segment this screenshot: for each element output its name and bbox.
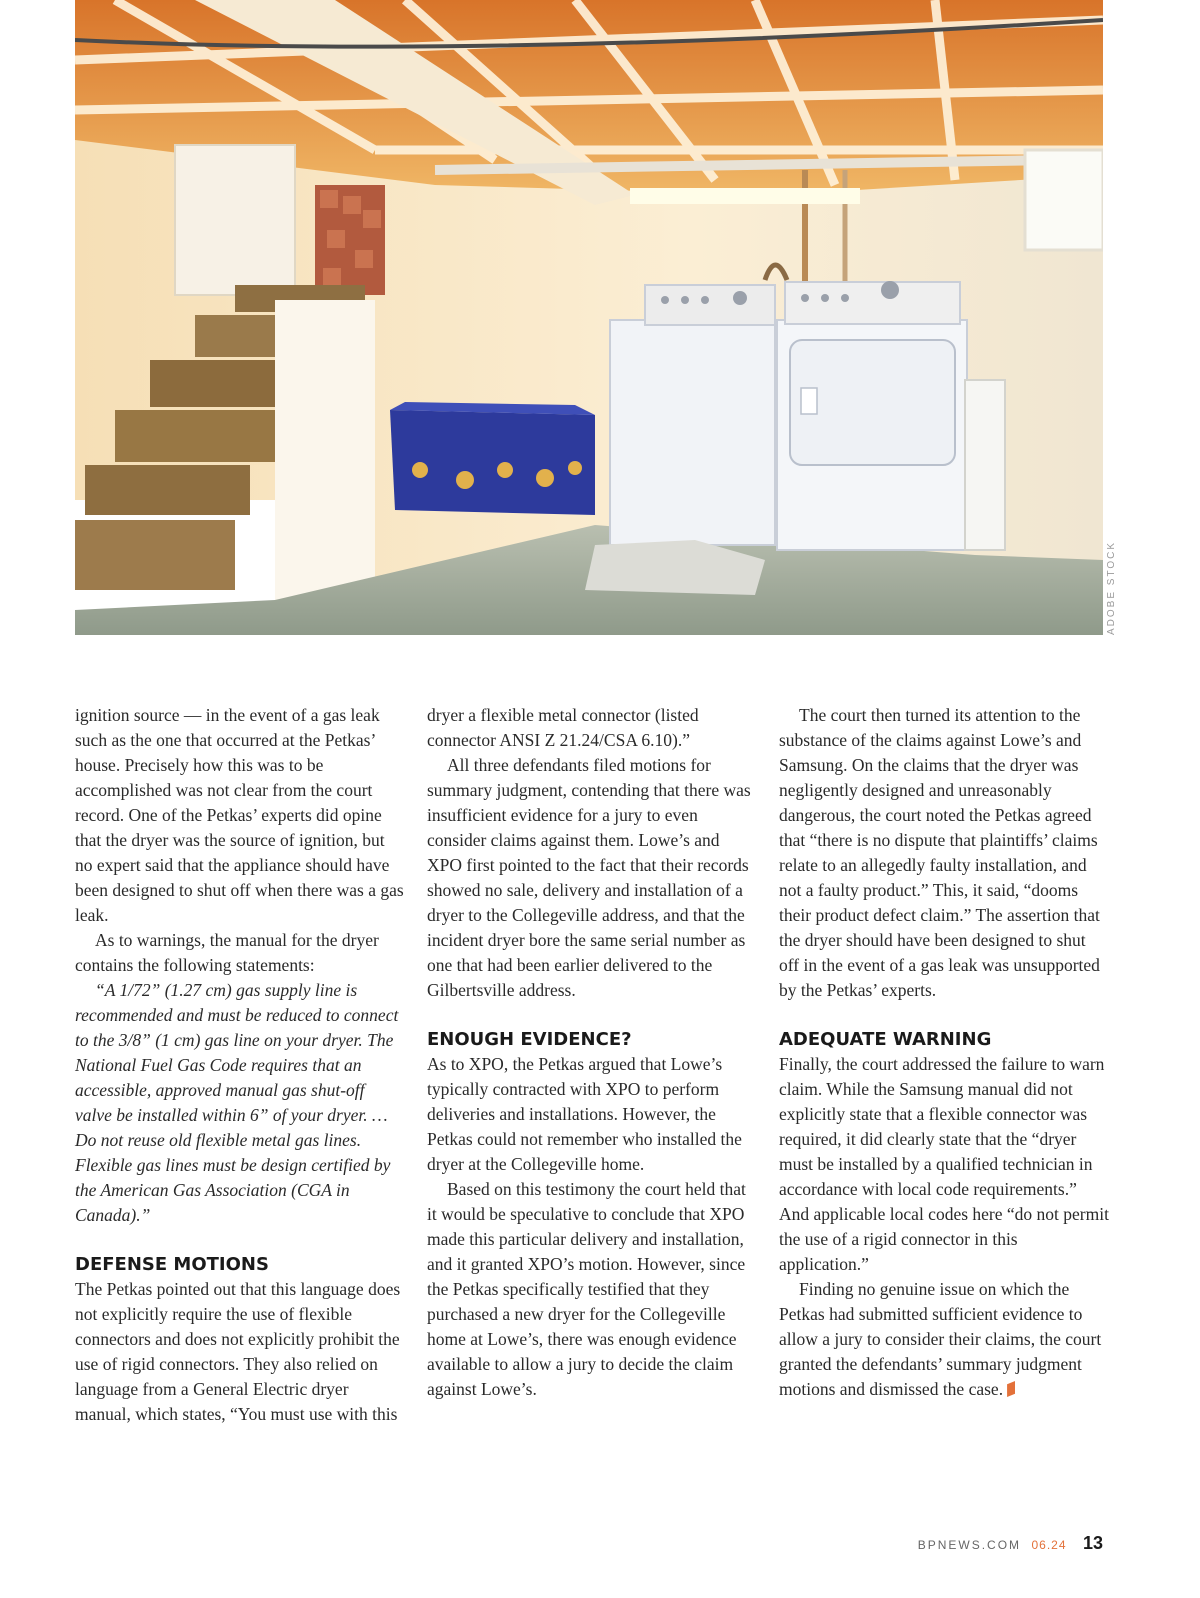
- paragraph: ignition source — in the event of a gas leak such as the one that occurred at the Petkas’ house. Precisely how this was to be accomplished was not clear from the court record. One of the Petkas’ experts did opine that the dryer was the source of ignition, but no expert said that the appliance should have been designed to shut off when there was a gas leak.: [75, 705, 404, 925]
- page-number: 13: [1082, 1533, 1103, 1553]
- article-column-3: [779, 703, 1109, 1402]
- final-text: Finding no genuine issue on which the Petkas had submitted sufficient evidence to allow a jury to consider their claims, the court granted the defendants’ summary judgment motions and dismissed the case.: [779, 1279, 1102, 1399]
- issue-date: 06.24: [1031, 1538, 1067, 1552]
- paragraph: Finally, the court addressed the failure to warn claim. While the Samsung manual did not explicitly state that a flexible connector was required, it did clearly state that the “dryer must be installed by a qualified technician in accordance with local code requirements.” And applicable local codes here “do not permit the use of a rigid connector in this application.”: [779, 1054, 1109, 1274]
- paragraph: As to warnings, the manual for the dryer contains the following statements:: [75, 930, 379, 975]
- manual-quote: “A 1/72” (1.27 cm) gas supply line is recommended and must be reduced to connect to the 3/8” (1 cm) gas line on your dryer. The National Fuel Gas Code requires that an accessible, approved manual gas shut-off valve be installed within 6” of your dryer. … Do not reuse old flexible metal gas lines. Flexible gas lines must be design certified by the American Gas Association (CGA in Canada).”: [75, 980, 399, 1225]
- page-footer: [918, 1533, 1103, 1554]
- paragraph: The court then turned its attention to the substance of the claims against Lowe’s and Samsung. On the claims that the dryer was negligently designed and unreasonably dangerous, the court noted the Petkas agreed that “there is no dispute that plaintiffs’ claims relate to an allegedly faulty installation, and not a faulty product.” This, it said, “dooms their product defect claim.” The assertion that the dryer should have been designed to shut off in the event of a gas leak was unsupported by the Petkas’ experts.: [779, 705, 1100, 1000]
- paragraph: dryer a flexible metal connector (listed connector ANSI Z 21.24/CSA 6.10).”: [427, 705, 699, 750]
- paragraph: All three defendants filed motions for summary judgment, contending that there was insufficient evidence for a jury to even consider claims against them. Lowe’s and XPO first pointed to the fact that their records showed no sale, delivery and installation of a dryer to the Collegeville address, and that the incident dryer bore the same serial number as one that had been earlier delivered to the Gilbertsville address.: [427, 755, 751, 1000]
- paragraph-final: [779, 1277, 1109, 1402]
- photo-illustration: [75, 0, 1103, 635]
- photo-credit: ADOBE STOCK: [1106, 540, 1117, 635]
- paragraph: As to XPO, the Petkas argued that Lowe’s typically contracted with XPO to perform deliveries and installations. However, the Petkas could not remember who installed the dryer at the Collegeville home.: [427, 1054, 742, 1174]
- article-column-1: [75, 703, 405, 1427]
- section-heading-adequate-warning: ADEQUATE WARNING: [779, 1029, 992, 1050]
- article-column-2: [427, 703, 757, 1402]
- section-heading-enough-evidence: ENOUGH EVIDENCE?: [427, 1029, 632, 1050]
- paragraph: Based on this testimony the court held that it would be speculative to conclude that XPO made this particular delivery and installation, and it granted XPO’s motion. However, since the Petkas specifically testified that they purchased a new dryer for the Collegeville home at Lowe’s, there was enough evidence available to allow a jury to decide the claim against Lowe’s.: [427, 1179, 746, 1399]
- basement-laundry-photo: [75, 0, 1103, 635]
- end-mark-icon: [1007, 1381, 1015, 1397]
- website-link[interactable]: BPNEWS.COM: [917, 1538, 1022, 1552]
- section-heading-defense-motions: DEFENSE MOTIONS: [75, 1254, 269, 1275]
- paragraph: The Petkas pointed out that this language does not explicitly require the use of flexible connectors and does not explicitly prohibit the use of rigid connectors. They also relied on language from a General Electric dryer manual, which states, “You must use with this: [75, 1279, 401, 1424]
